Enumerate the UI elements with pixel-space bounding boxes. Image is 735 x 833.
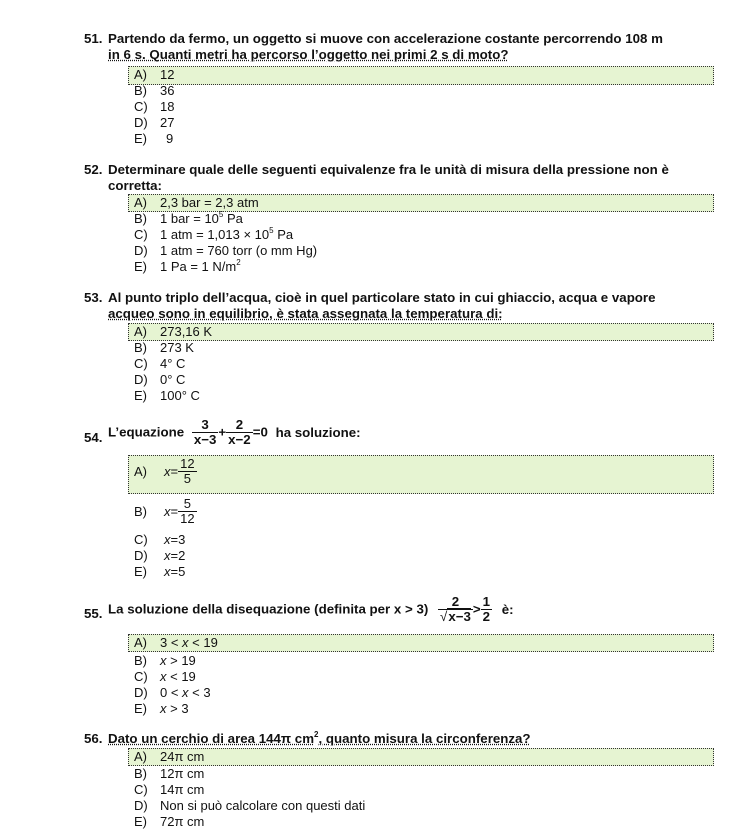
answer-option-b[interactable]: B) x > 19: [134, 653, 196, 668]
answer-option-c[interactable]: C) 4° C: [134, 356, 186, 371]
answer-option-e[interactable]: E) 1 Pa = 1 $N/m^2$: [134, 258, 241, 274]
correct-answer-highlight: [128, 323, 714, 341]
answer-option-c[interactable]: C) 18: [134, 99, 175, 114]
question-number: 52.: [84, 162, 103, 177]
answer-option-a[interactable]: A) 3 < x < 19: [134, 635, 218, 650]
correct-answer-highlight: [128, 66, 714, 85]
answer-option-b[interactable]: B) 273 K: [134, 340, 194, 355]
question-text: Determinare quale delle seguenti equivalenze fra le unità di misura della pressione non è corretta:: [108, 162, 669, 193]
answer-option-d[interactable]: D) 0 < x < 3: [134, 685, 211, 700]
answer-option-e[interactable]: E) 72π cm: [134, 814, 205, 829]
answer-option-c[interactable]: C) 14π cm: [134, 782, 205, 797]
equation-fraction: $\frac{3}{x-3}$: [193, 417, 217, 447]
answer-option-e[interactable]: E) 9: [134, 131, 174, 146]
answer-option-e[interactable]: E) x > 3: [134, 701, 189, 716]
equation-fraction: $\frac{2}{x-2}$: [228, 417, 251, 447]
question-number: 55.: [84, 606, 103, 621]
question-number: 53.: [84, 290, 103, 305]
question-number: 54.: [84, 430, 103, 445]
answer-option-d[interactable]: D) 1 atm = 760 torr (o mm Hg): [134, 243, 318, 258]
answer-option-b[interactable]: B) 1 bar = $10^5$ Pa: [134, 210, 243, 226]
inequality-fraction: $\frac{1}{2}$: [482, 594, 491, 624]
answer-option-a[interactable]: A) 2,3 bar = 2,3 atm: [134, 195, 259, 210]
question-text: Al punto triplo dell’acqua, cioè in quel particolare stato in cui ghiaccio, acqua e vapore acqueo sono in equilibrio, è stata assegnata la temperatura di:: [108, 290, 656, 321]
question-text: L’equazione $\frac{3}{x-3}$ + $\frac{2}{x-2}$ =0 ha soluzione:: [108, 417, 361, 447]
answer-option-a[interactable]: A) 273,16 K: [134, 324, 213, 339]
correct-answer-highlight: [128, 748, 714, 766]
answer-option-e[interactable]: E) 100° C: [134, 388, 200, 403]
answer-option-d[interactable]: D) 0° C: [134, 372, 186, 387]
answer-option-d[interactable]: D) x=2: [134, 548, 186, 563]
answer-option-d[interactable]: D) 27: [134, 115, 175, 130]
answer-option-b[interactable]: B) 36: [134, 83, 175, 98]
answer-option-a[interactable]: A) 12: [134, 67, 175, 82]
inequality-fraction: $\frac{2}{√x-3}$: [440, 594, 471, 624]
question-number: 56.: [84, 731, 103, 746]
answer-option-a[interactable]: A) x= $\frac{12}{5}$: [134, 456, 195, 486]
question-text: Partendo da fermo, un oggetto si muove con accelerazione costante percorrendo 108 m in 6 s. Quanti metri ha percorso l’oggetto nei primi 2 s di moto?: [108, 31, 663, 62]
answer-option-e[interactable]: E) x=5: [134, 564, 186, 579]
question-text: La soluzione della disequazione (definita per x > 3) $\frac{2}{√x-3}$ > $\frac{1}{2}$ è:: [108, 594, 514, 624]
answer-option-b[interactable]: B) x= $\frac{5}{12}$: [134, 496, 195, 526]
answer-option-c[interactable]: C) x=3: [134, 532, 186, 547]
answer-option-c[interactable]: C) 1 atm = $1,013 \times 10^5$ Pa: [134, 226, 294, 242]
answer-option-c[interactable]: C) x < 19: [134, 669, 196, 684]
answer-option-d[interactable]: D) Non si può calcolare con questi dati: [134, 798, 366, 813]
answer-option-a[interactable]: A) 24π cm: [134, 749, 205, 764]
question-number: 51.: [84, 31, 103, 46]
correct-answer-highlight: [128, 455, 714, 494]
answer-option-b[interactable]: B) 12π cm: [134, 766, 205, 781]
question-text: Dato un cerchio di area 144π $cm^2$, quanto misura la circonferenza?: [108, 730, 531, 746]
